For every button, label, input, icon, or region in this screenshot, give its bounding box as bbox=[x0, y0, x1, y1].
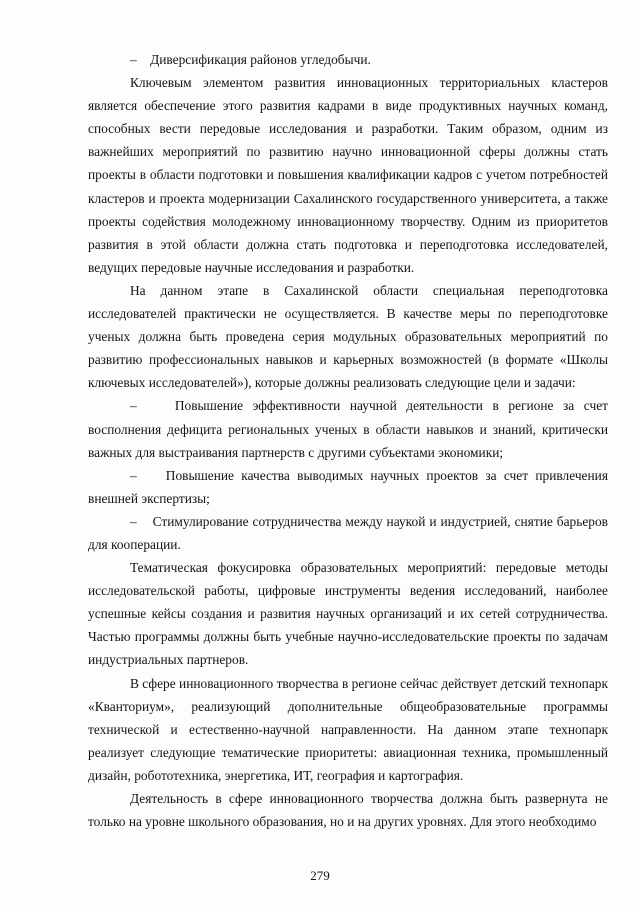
list-item: – Диверсификация районов угледобычи. bbox=[130, 52, 371, 67]
list-item: – Повышение качества выводимых научных проектов за счет привлечения внешней экспертизы; bbox=[88, 467, 608, 506]
page-number: 279 bbox=[310, 868, 330, 883]
paragraph: На данном этапе в Сахалинской области специальная переподготовка исследователей практически не осуществляется. В качестве меры по переподготовке ученых должна быть проведена серия модульных образовательных мероприятий по развитию профессиональных навыков и карьерных возможностей (в формате «Школы ключевых исследователей»), которые должны реализовать следующие цели и задачи: bbox=[88, 282, 608, 391]
list-item: – Стимулирование сотрудничества между наукой и индустрией, снятие барьеров для кооперации. bbox=[88, 513, 608, 552]
paragraph: Деятельность в сфере инновационного творчества должна быть развернута не только на уровне школьного образования, но и на других уровнях. Для этого необходимо bbox=[88, 791, 608, 830]
paragraph: В сфере инновационного творчества в регионе сейчас действует детский технопарк «Кванториум», реализующий дополнительные общеобразовательные программы технической и естественно-научной направленности. На данном этапе технопарк реализует следующие тематические приоритеты: авиационная техника, промышленный дизайн, робототехника, энергетика, ИТ, география и картография. bbox=[88, 675, 608, 783]
list-item: – Повышение эффективности научной деятельности в регионе за счет восполнения дефицита региональных ученых в области навыков и знаний, критически важных для выстраивания партнерств с другими субъектами экономики; bbox=[88, 398, 608, 460]
paragraph: Тематическая фокусировка образовательных мероприятий: передовые методы исследовательской работы, цифровые инструменты ведения исследований, наиболее успешные кейсы создания и развития научных организаций и их сетей сотрудничества. Частью программы должны быть учебные научно-исследовательские проекты по задачам индустриальных партнеров. bbox=[88, 560, 608, 668]
paragraph: Ключевым элементом развития инновационных территориальных кластеров является обеспечение этого развития кадрами в виде продуктивных научных команд, способных вести передовые исследования и разработки. Таким образом, одним из важнейших мероприятий по развитию научно инновационной сферы должны стать проекты в области подготовки и повышения квалификации кадров с учетом потребностей кластеров и проекта модернизации Сахалинского государственного университета, а также проекты содействия молодежному инновационному творчеству. Одним из приоритетов развития в этой области должна стать подготовка и переподготовка исследователей, ведущих передовые научные исследования и разработки. bbox=[88, 75, 608, 275]
document-body bbox=[88, 48, 608, 833]
